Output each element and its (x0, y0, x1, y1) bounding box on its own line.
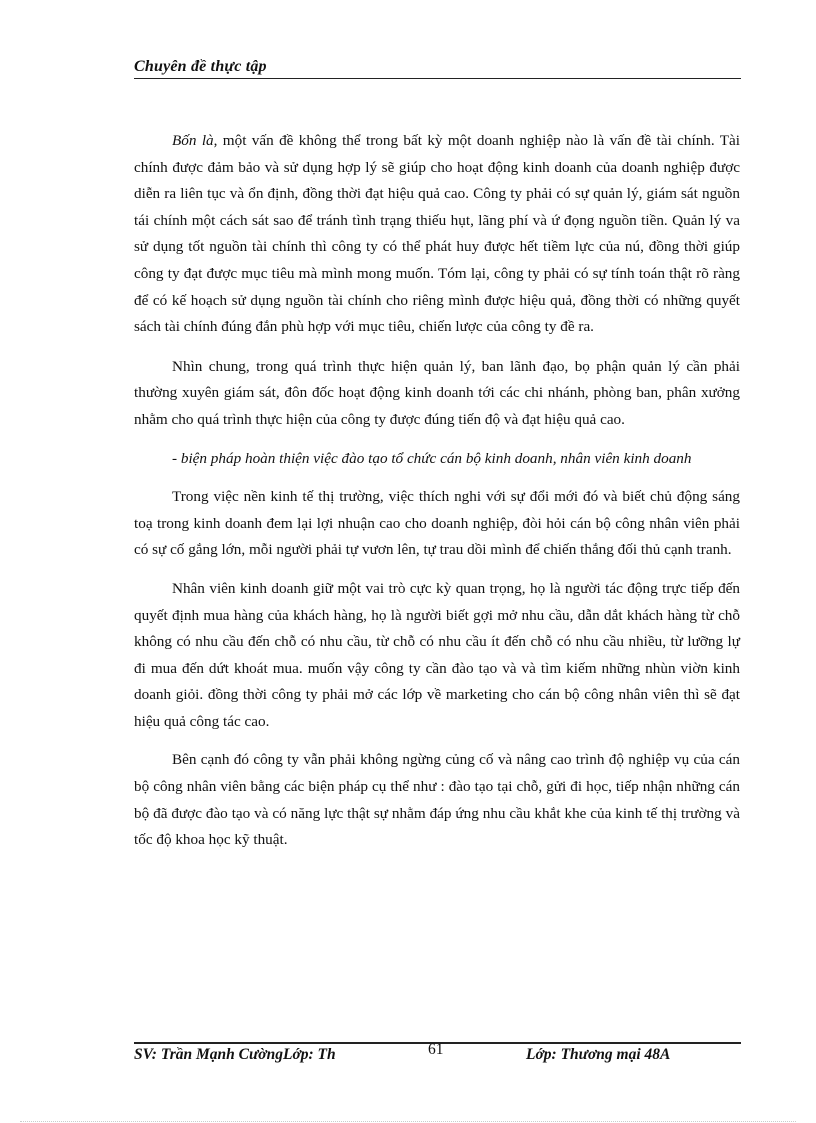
page-number: 61 (428, 1041, 444, 1058)
footer-student: SV: Trần Mạnh CườngLớp: Th (134, 1046, 336, 1063)
paragraph-text: , một vấn đề không thể trong bất kỳ một doanh nghiệp nào là vấn đề tài chính. Tài chính được đảm bảo và sử dụng hợp lý sẽ giúp cho hoạt động kinh doanh của doanh nghiệp được diễn ra liên tục và ổn định, đồng thời đạt hiệu quả cao. Công ty phải có sự quản lý, giám sát nguồn tái chính một cách sát sao để tránh tình trạng thiếu hụt, lãng phí và ứ đọng nguồn tiền. Quản lý va sử dụng tốt nguồn tài chính thì công ty có thể phát huy được hết tiềm lực của nú, đồng thời giúp công ty đạt được mục tiêu mà mình mong muốn. Tóm lại, công ty phải có sự tính toán thật rõ ràng để có kế hoạch sử dụng nguồn tài chính cho riêng mình được hiệu quả, đồng thời có những quyết sách tài chính đúng đắn phù hợp với mục tiêu, chiến lược của công ty đề ra. (134, 132, 741, 336)
document-body (134, 128, 740, 866)
paragraph-skills: Bên cạnh đó công ty vẫn phải không ngừng củng cố và nâng cao trình độ nghiệp vụ của cán bộ công nhân viên bằng các biện pháp cụ thể như : đào tạo tại chỗ, gửi đi học, tiếp nhận những cán bộ đã được đào tạo và có năng lực thật sự nhằm đáp ứng nhu cầu khắt khe của kinh tế thị trường và tốc độ khoa học kỹ thuật. (134, 751, 740, 849)
footer-class: Lớp: Thương mại 48A (526, 1046, 671, 1063)
paragraph-sales-staff: Nhân viên kinh doanh giữ một vai trò cực kỳ quan trọng, họ là người tác động trực tiếp đến quyết định mua hàng của khách hàng, họ là người biết gợi mở nhu cầu, dẫn dắt khách hàng từ chỗ không có nhu cầu đến chỗ có nhu cầu, từ chỗ có nhu cầu ít đến chỗ có nhu cầu nhiều, từ lưỡng lự đi mua đến dứt khoát mua. muốn vậy công ty cần đào tạo và và tìm kiếm những nhùn viờn kinh doanh giỏi. đồng thời công ty phải mở các lớp về marketing cho cán bộ công nhân viên thì sẽ đạt hiệu quả công tác cao. (134, 579, 740, 730)
paragraph-finance (134, 128, 740, 341)
page-edge-divider (20, 1121, 796, 1122)
paragraph-lead: Bốn là (172, 132, 214, 149)
paragraph-management: Nhìn chung, trong quá trình thực hiện quản lý, ban lãnh đạo, bọ phận quản lý cần phải thường xuyên giám sát, đôn đốc hoạt động kinh doanh tới các chi nhánh, phòng ban, phân xưởng nhằm cho quá trình thực hiện của công ty được đúng tiến độ và đạt hiệu quả cao. (134, 357, 740, 428)
section-heading-training: - biện pháp hoàn thiện việc đào tạo tổ chức cán bộ kinh doanh, nhân viên kinh doanh (172, 449, 692, 467)
header-title: Chuyên đề thực tập (134, 58, 267, 75)
paragraph-market-economy: Trong việc nền kinh tế thị trường, việc thích nghi với sự đổi mới đó và biết chủ động sáng toạ trong kinh doanh đem lại lợi nhuận cao cho doanh nghiệp, đòi hỏi cán bộ công nhân viên phải có sự cố gắng lớn, mỗi người phải tự vươn lên, tự trau dồi mình để chiến thắng đối thủ cạnh tranh. (134, 488, 740, 559)
header-divider (134, 78, 741, 79)
